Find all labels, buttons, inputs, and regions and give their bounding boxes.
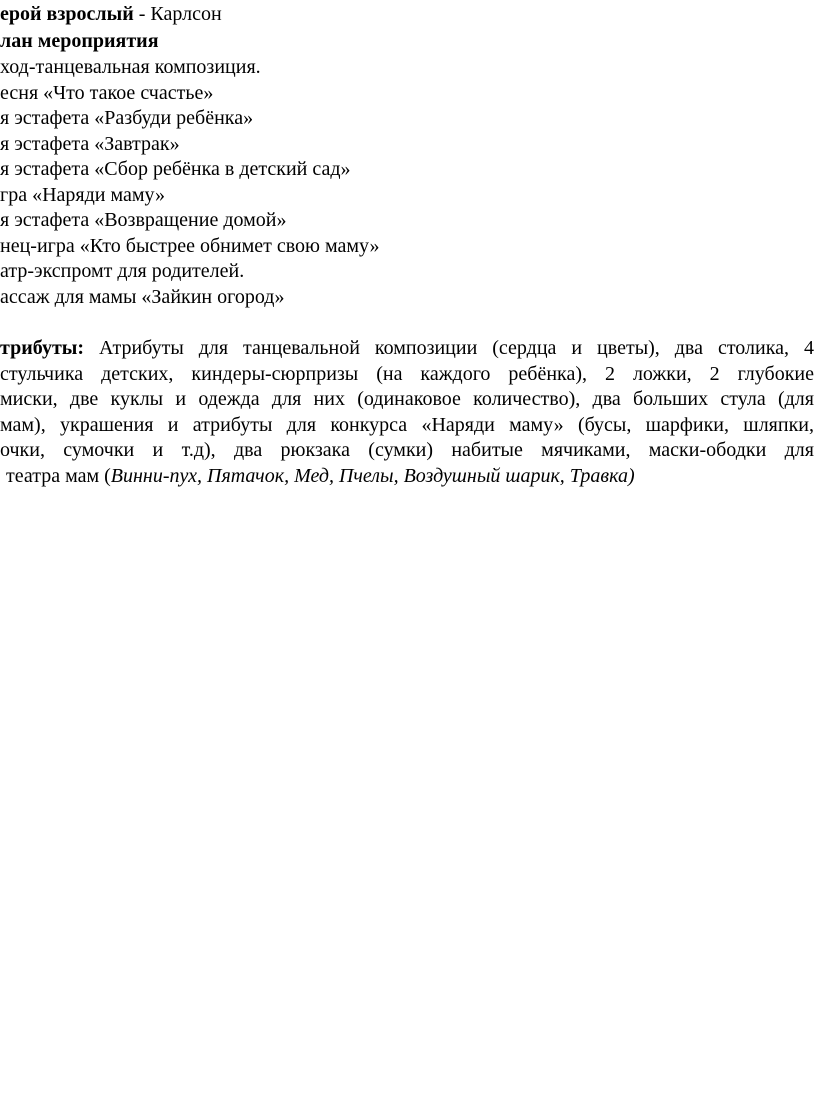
role-line [0,2,222,26]
attributes-text: Атрибуты для танцевальной композиции (сердца и цветы), два столика, 4 [84,337,814,359]
role-label: ерой взрослый [0,3,134,25]
attributes-line-4: мам), украшения и атрибуты для конкурса «Наряди маму» (бусы, шарфики, шляпки, [0,414,814,436]
attributes-last-prefix: театра мам ( [6,465,111,487]
plan-item: я эстафета «Возвращение домой» [0,209,287,231]
plan-item: есня «Что такое счастье» [0,82,214,104]
plan-title: лан мероприятия [0,30,159,52]
plan-item: ход-танцевальная композиция. [0,56,261,78]
plan-item: я эстафета «Завтрак» [0,133,180,155]
role-value: Карлсон [150,3,222,25]
plan-item: я эстафета «Сбор ребёнка в детский сад» [0,158,351,180]
attributes-last-italic: Винни-пух, Пятачок, Мед, Пчелы, Воздушный шарик, Травка) [110,465,635,487]
attributes-line-1 [0,336,814,360]
role-separator: - [133,3,151,25]
plan-item: нец-игра «Кто быстрее обнимет свою маму» [0,235,380,257]
attributes-line-5: очки, сумочки и т.д), два рюкзака (сумки) набитые мячиками, маски-ободки для [0,439,814,461]
plan-item: гра «Наряди маму» [0,184,166,206]
plan-item: я эстафета «Разбуди ребёнка» [0,107,254,129]
plan-item: атр-экспромт для родителей. [0,260,245,282]
attributes-line-2: стульчика детских, киндеры-сюрпризы (на каждого ребёнка), 2 ложки, 2 глубокие [0,363,814,385]
attributes-line-6 [6,464,635,488]
plan-item: ассаж для мамы «Зайкин огород» [0,286,285,308]
attributes-line-3: миски, две куклы и одежда для них (одинаковое количество), два больших стула (для [0,388,814,410]
attributes-label: трибуты: [0,337,85,359]
